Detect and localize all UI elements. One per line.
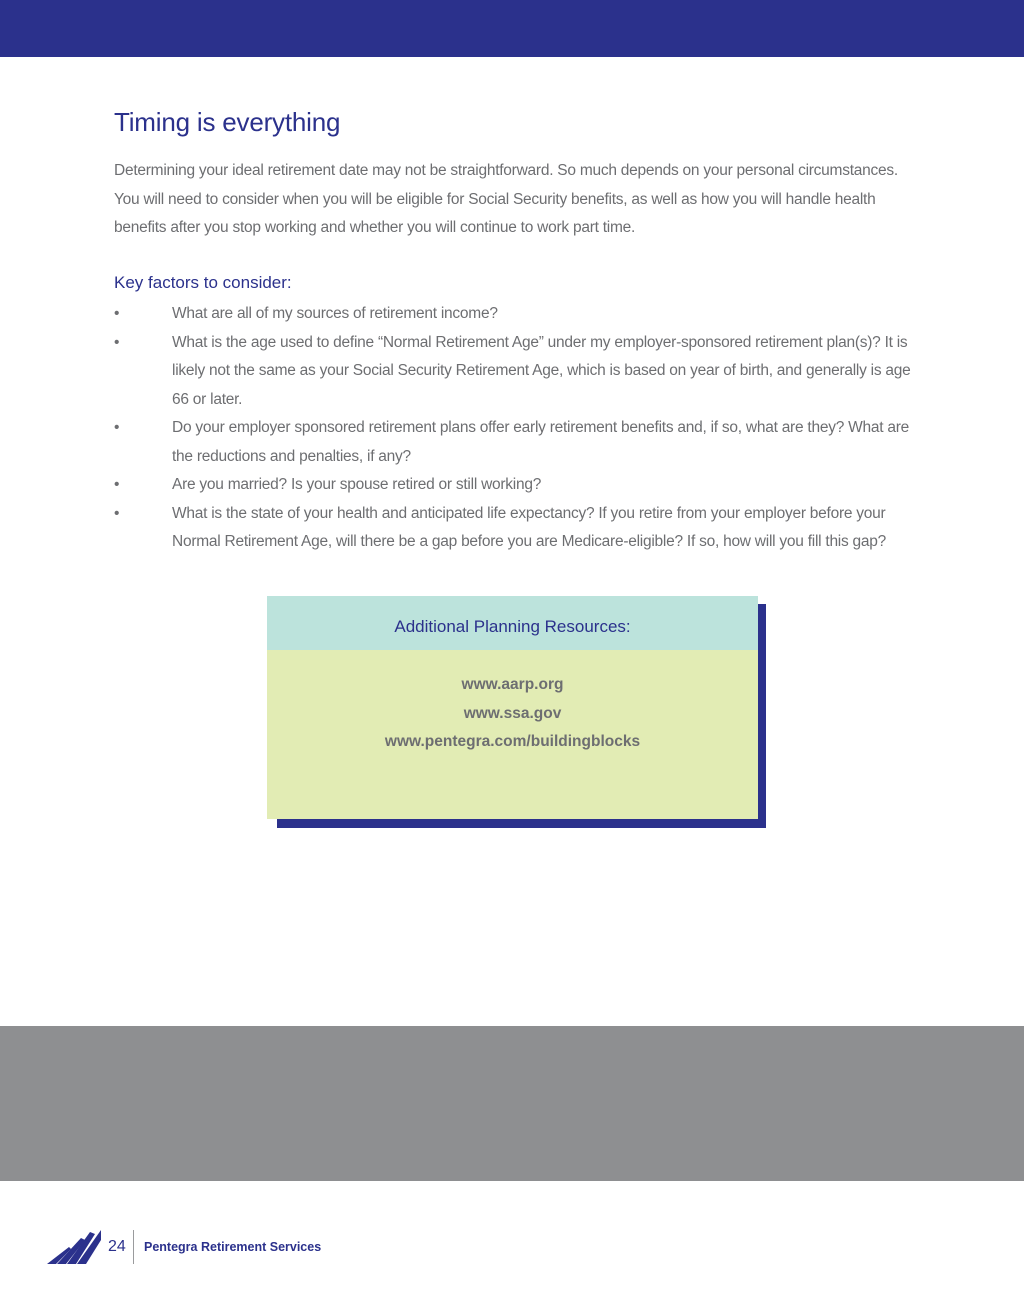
list-item xyxy=(114,300,914,329)
footer-divider xyxy=(133,1230,134,1264)
bullet-icon: • xyxy=(114,476,120,493)
bullet-icon: • xyxy=(114,333,120,351)
list-item xyxy=(114,414,914,471)
footer-band xyxy=(0,1026,1024,1181)
company-name: Pentegra Retirement Services xyxy=(144,1240,322,1254)
intro-paragraph: Determining your ideal retirement date may not be straightforward. So much depends on your personal circumstances. You will need to consider when you will be eligible for Social Security benefits, as well as how you will handle health benefits after you stop working and whether you will continue to work part time. xyxy=(114,162,898,236)
bullet-icon: • xyxy=(114,419,120,436)
list-item xyxy=(114,471,914,500)
bullet-icon: • xyxy=(114,504,120,522)
key-factors-list xyxy=(114,300,914,557)
list-item-text: Are you married? Is your spouse retired or still working? xyxy=(172,476,542,493)
list-item xyxy=(114,500,914,557)
list-item-text: Do your employer sponsored retirement plans offer early retirement benefits and, if so, what are they? What are the reductions and penalties, if any? xyxy=(172,419,910,465)
bullet-icon: • xyxy=(114,305,120,322)
list-item-text: What are all of my sources of retirement income? xyxy=(172,305,498,322)
page-number: 24 xyxy=(108,1238,126,1255)
list-item-text: What is the age used to define “Normal Retirement Age” under my employer-sponsored retirement plan(s)? It is likely not the same as your Social Security Retirement Age, which is based on year of birth, and generally is age 66 or later. xyxy=(172,333,911,408)
list-item-text: What is the state of your health and anticipated life expectancy? If you retire from your employer before your Normal Retirement Age, will there be a gap before you are Medicare-eligible? If so, how will you fill this gap? xyxy=(172,504,887,550)
page-title: Timing is everything xyxy=(114,107,341,137)
list-item xyxy=(114,329,914,415)
resources-links xyxy=(267,650,758,757)
key-factors-heading: Key factors to consider: xyxy=(114,273,292,292)
resource-link-pentegra[interactable]: www.pentegra.com/buildingblocks xyxy=(384,733,641,750)
resource-link-ssa[interactable]: www.ssa.gov xyxy=(463,704,562,722)
resources-heading: Additional Planning Resources: xyxy=(267,596,758,650)
resources-box xyxy=(267,596,758,819)
resource-link-aarp[interactable]: www.aarp.org xyxy=(461,676,564,693)
pentegra-stripes-logo-icon xyxy=(47,1228,101,1264)
header-band xyxy=(0,0,1024,57)
